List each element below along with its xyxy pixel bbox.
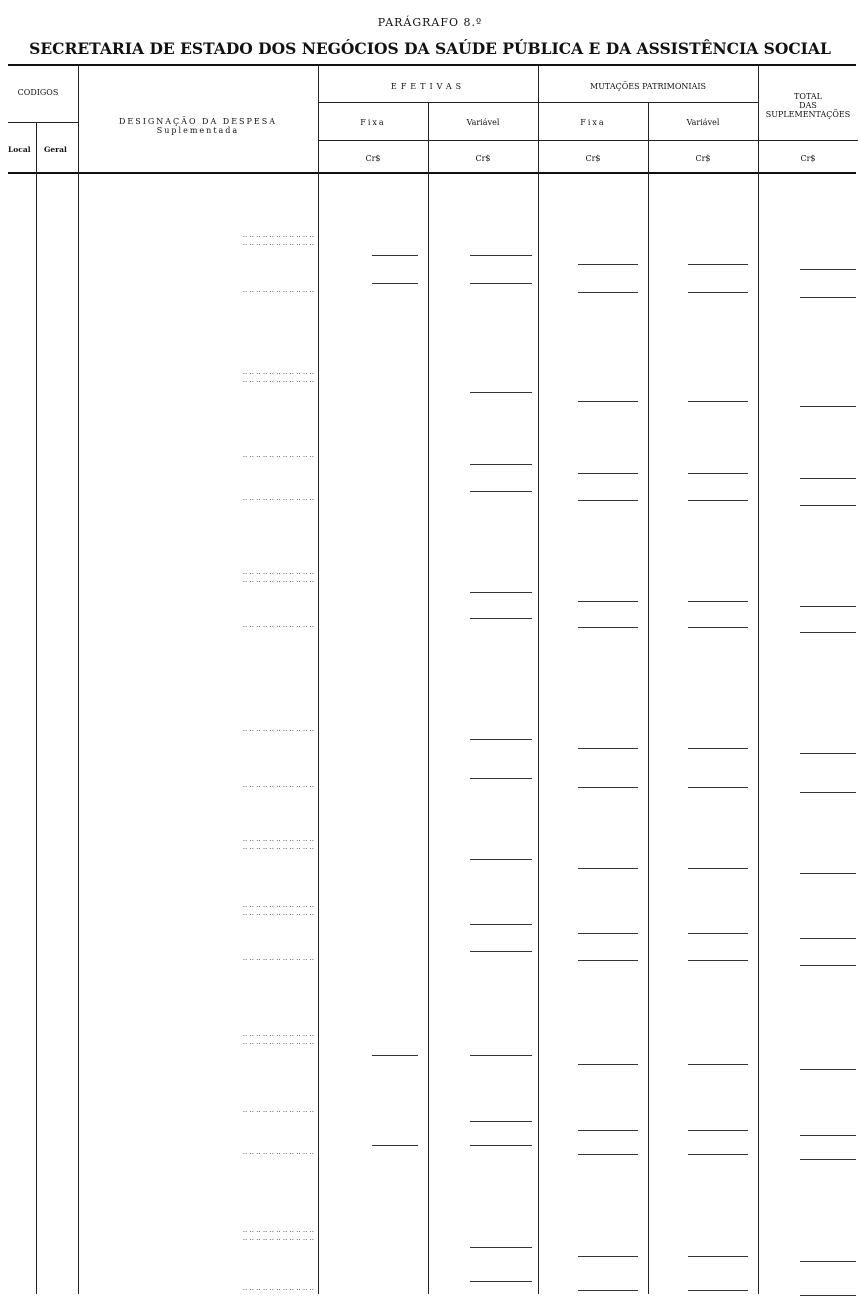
header-total-2: DAS	[799, 101, 817, 110]
sum-underline-fixa	[372, 1055, 418, 1056]
top-rule	[8, 64, 856, 66]
total-underline	[800, 1159, 856, 1160]
sum-underline-variavel	[470, 778, 532, 779]
col-line-local	[36, 122, 37, 1294]
rule-fixa-var	[318, 140, 858, 141]
leader-dots: .. .. .. .. .. .. .. .. .. .. ..	[242, 621, 314, 629]
blank-rule-mutacoes-variavel	[688, 500, 748, 501]
sum-underline-variavel	[470, 1281, 532, 1282]
header-total-3: SUPLEMENTAÇÕES	[765, 110, 851, 119]
sum-underline-variavel	[470, 1055, 532, 1056]
header-codigos: CODIGOS	[17, 88, 59, 97]
leader-dots: .. .. .. .. .. .. .. .. .. .. ..	[242, 901, 314, 909]
header-designacao: DESIGNAÇÃO DA DESPESA	[118, 117, 277, 126]
currency-mutacoes-fixa: Cr$	[585, 154, 601, 163]
total-underline	[800, 269, 856, 270]
blank-rule-mutacoes-fixa	[578, 1154, 638, 1155]
header-local: Local	[8, 145, 31, 154]
leader-dots: .. .. .. .. .. .. .. .. .. .. ..	[242, 1284, 314, 1292]
blank-rule-mutacoes-variavel	[688, 787, 748, 788]
blank-rule-mutacoes-fixa	[578, 1256, 638, 1257]
blank-rule-mutacoes-variavel	[688, 473, 748, 474]
leader-dots: .. .. .. .. .. .. .. .. .. .. ..	[242, 1226, 314, 1234]
sum-underline-fixa	[372, 1145, 418, 1146]
paragraph-heading: PARÁGRAFO 8.º	[377, 16, 483, 29]
blank-rule-mutacoes-fixa	[578, 627, 638, 628]
total-underline	[800, 1135, 856, 1136]
leader-dots: .. .. .. .. .. .. .. .. .. .. ..	[242, 451, 314, 459]
leader-dots: .. .. .. .. .. .. .. .. .. .. ..	[242, 1038, 314, 1046]
leader-dots: .. .. .. .. .. .. .. .. .. .. ..	[242, 781, 314, 789]
blank-rule-mutacoes-variavel	[688, 401, 748, 402]
blank-rule-mutacoes-variavel	[688, 292, 748, 293]
total-underline	[800, 632, 856, 633]
sum-underline-variavel	[470, 1145, 532, 1146]
col-line-geral	[78, 66, 79, 1294]
blank-rule-mutacoes-fixa	[578, 401, 638, 402]
header-geral: Geral	[44, 145, 67, 154]
currency-mutacoes-variavel: Cr$	[695, 154, 711, 163]
leader-dots: .. .. .. .. .. .. .. .. .. .. ..	[242, 909, 314, 917]
header-efetivas: EFETIVAS	[390, 82, 466, 91]
currency-efetivas-fixa: Cr$	[365, 154, 381, 163]
total-underline	[800, 965, 856, 966]
blank-rule-mutacoes-fixa	[578, 601, 638, 602]
blank-rule-mutacoes-variavel	[688, 264, 748, 265]
header-total-1: TOTAL	[794, 92, 822, 101]
leader-dots: .. .. .. .. .. .. .. .. .. .. ..	[242, 368, 314, 376]
blank-rule-mutacoes-fixa	[578, 748, 638, 749]
blank-rule-mutacoes-fixa	[578, 1130, 638, 1131]
header-mutacoes: MUTAÇÕES PATRIMONIAIS	[590, 82, 706, 91]
blank-rule-mutacoes-variavel	[688, 933, 748, 934]
total-underline	[800, 1261, 856, 1262]
col-line-efetivas	[538, 66, 539, 1294]
sum-underline-variavel	[470, 491, 532, 492]
blank-rule-mutacoes-variavel	[688, 601, 748, 602]
currency-efetivas-variavel: Cr$	[475, 154, 491, 163]
sum-underline-variavel	[470, 859, 532, 860]
sum-underline-fixa	[372, 283, 418, 284]
leader-dots: .. .. .. .. .. .. .. .. .. .. ..	[242, 1106, 314, 1114]
leader-dots: .. .. .. .. .. .. .. .. .. .. ..	[242, 954, 314, 962]
header-mutacoes-variavel: Variável	[686, 118, 720, 127]
leader-dots: .. .. .. .. .. .. .. .. .. .. ..	[242, 725, 314, 733]
leader-dots: .. .. .. .. .. .. .. .. .. .. ..	[242, 231, 314, 239]
sum-underline-variavel	[470, 924, 532, 925]
sum-underline-variavel	[470, 618, 532, 619]
blank-rule-mutacoes-variavel	[688, 748, 748, 749]
sum-underline-variavel	[470, 592, 532, 593]
sum-underline-variavel	[470, 283, 532, 284]
sum-underline-variavel	[470, 951, 532, 952]
blank-rule-mutacoes-variavel	[688, 1064, 748, 1065]
leader-dots: .. .. .. .. .. .. .. .. .. .. ..	[242, 494, 314, 502]
rule-codigos	[8, 122, 78, 123]
total-underline	[800, 505, 856, 506]
total-underline	[800, 792, 856, 793]
header-designacao-sub: Suplementada	[156, 126, 240, 135]
blank-rule-mutacoes-fixa	[578, 1290, 638, 1291]
blank-rule-mutacoes-fixa	[578, 933, 638, 934]
leader-dots: .. .. .. .. .. .. .. .. .. .. ..	[242, 576, 314, 584]
total-underline	[800, 753, 856, 754]
blank-rule-mutacoes-fixa	[578, 1064, 638, 1065]
blank-rule-mutacoes-variavel	[688, 1130, 748, 1131]
blank-rule-mutacoes-variavel	[688, 1154, 748, 1155]
sum-underline-variavel	[470, 1121, 532, 1122]
sum-underline-fixa	[372, 255, 418, 256]
sum-underline-variavel	[470, 392, 532, 393]
blank-rule-mutacoes-variavel	[688, 1256, 748, 1257]
total-underline	[800, 1069, 856, 1070]
blank-rule-mutacoes-fixa	[578, 500, 638, 501]
leader-dots: .. .. .. .. .. .. .. .. .. .. ..	[242, 239, 314, 247]
leader-dots: .. .. .. .. .. .. .. .. .. .. ..	[242, 835, 314, 843]
header-efetivas-fixa: Fixa	[360, 118, 386, 127]
blank-rule-mutacoes-fixa	[578, 264, 638, 265]
total-underline	[800, 873, 856, 874]
leader-dots: .. .. .. .. .. .. .. .. .. .. ..	[242, 376, 314, 384]
leader-dots: .. .. .. .. .. .. .. .. .. .. ..	[242, 1234, 314, 1242]
total-underline	[800, 938, 856, 939]
blank-rule-mutacoes-fixa	[578, 473, 638, 474]
total-underline	[800, 606, 856, 607]
col-line-designacao	[318, 66, 319, 1294]
col-line-mutacoes	[758, 66, 759, 1294]
sum-underline-variavel	[470, 255, 532, 256]
leader-dots: .. .. .. .. .. .. .. .. .. .. ..	[242, 843, 314, 851]
blank-rule-mutacoes-variavel	[688, 1290, 748, 1291]
header-mutacoes-fixa: Fixa	[580, 118, 606, 127]
blank-rule-mutacoes-fixa	[578, 787, 638, 788]
leader-dots: .. .. .. .. .. .. .. .. .. .. ..	[242, 1148, 314, 1156]
blank-rule-mutacoes-variavel	[688, 868, 748, 869]
sum-underline-variavel	[470, 1247, 532, 1248]
total-underline	[800, 297, 856, 298]
blank-rule-mutacoes-fixa	[578, 868, 638, 869]
sum-underline-variavel	[470, 739, 532, 740]
leader-dots: .. .. .. .. .. .. .. .. .. .. ..	[242, 1030, 314, 1038]
blank-rule-mutacoes-fixa	[578, 960, 638, 961]
leader-dots: .. .. .. .. .. .. .. .. .. .. ..	[242, 286, 314, 294]
total-underline	[800, 478, 856, 479]
rule-header-bottom	[8, 172, 856, 174]
sum-underline-variavel	[470, 464, 532, 465]
blank-rule-mutacoes-variavel	[688, 627, 748, 628]
header-efetivas-variavel: Variável	[466, 118, 500, 127]
leader-dots: .. .. .. .. .. .. .. .. .. .. ..	[242, 568, 314, 576]
blank-rule-mutacoes-variavel	[688, 960, 748, 961]
total-underline	[800, 406, 856, 407]
col-line-mutacoes-fixa	[648, 102, 649, 1294]
currency-total: Cr$	[800, 154, 816, 163]
page-title: SECRETARIA DE ESTADO DOS NEGÓCIOS DA SAÚDE PÚBLICA E DA ASSISTÊNCIA SOCIAL	[29, 39, 831, 58]
blank-rule-mutacoes-fixa	[578, 292, 638, 293]
col-line-efetivas-fixa	[428, 102, 429, 1294]
